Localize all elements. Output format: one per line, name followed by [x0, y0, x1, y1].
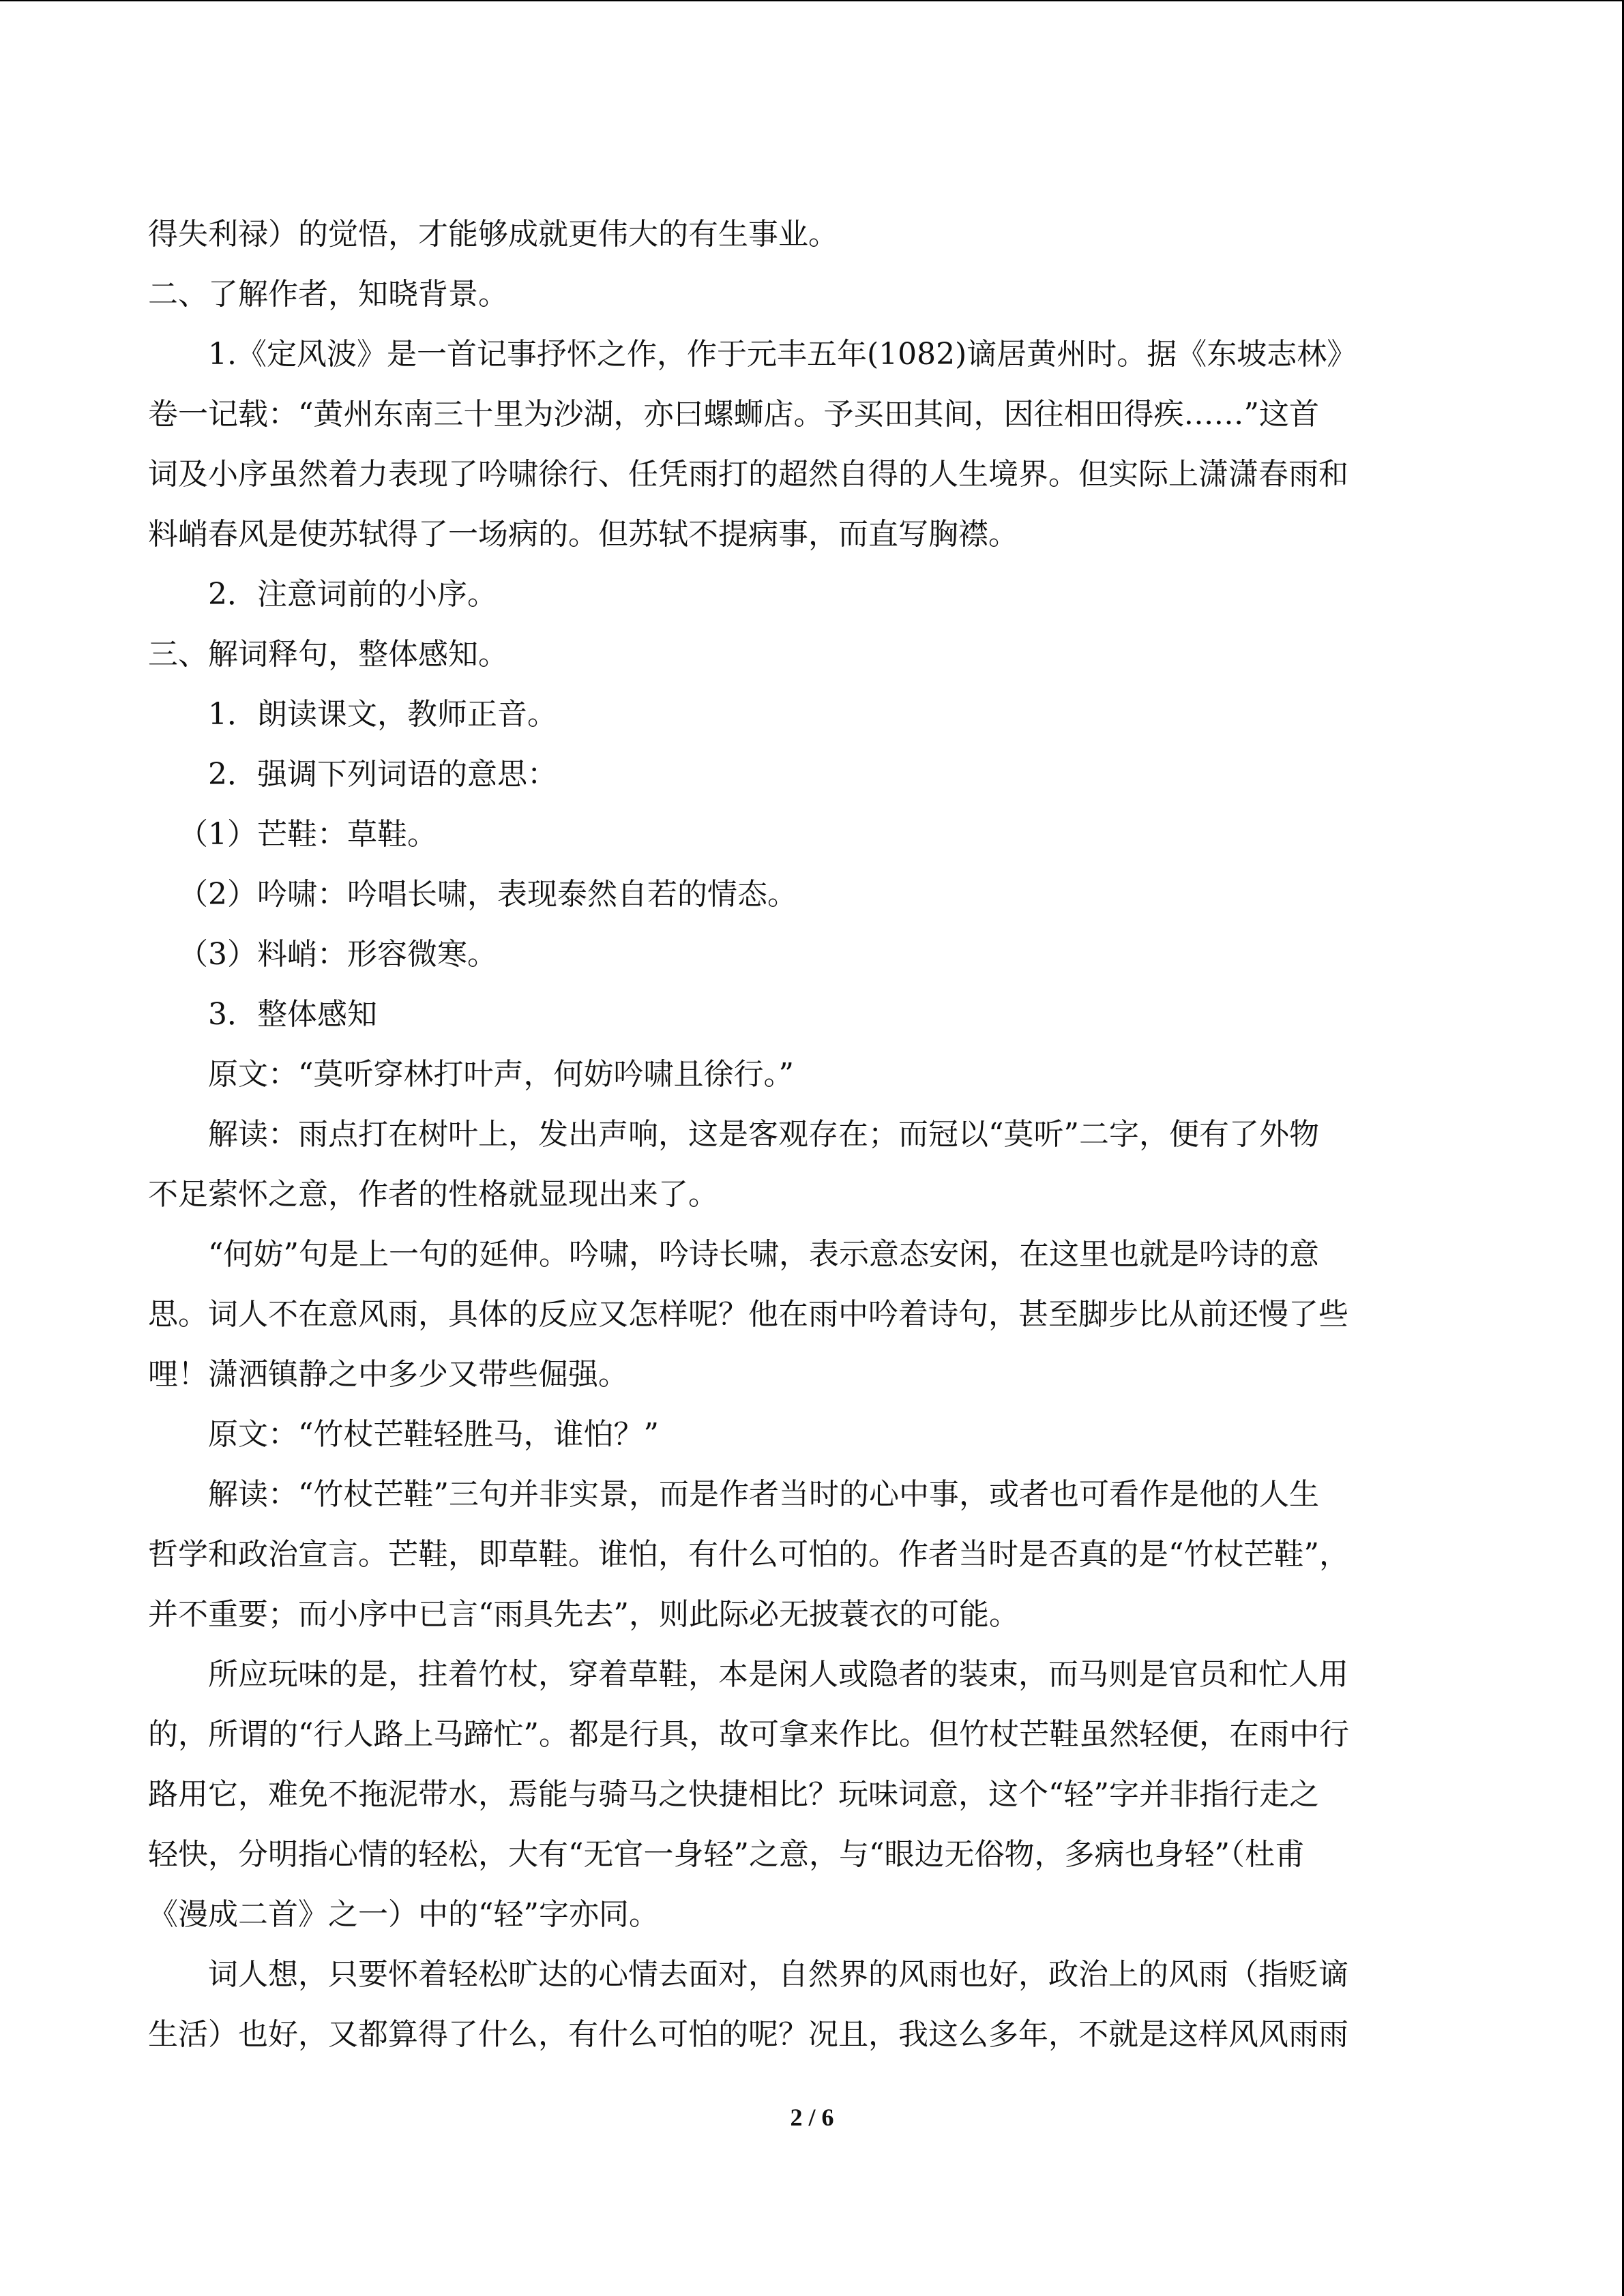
vocab-item: （3）料峭：形容微寒。 — [178, 937, 497, 972]
text-line: 《漫成二首》之一）中的“轻”字亦同。 — [148, 1897, 659, 1932]
text-line: 卷一记载：“黄州东南三十里为沙湖，亦曰螺蛳店。予买田其间，因往相田得疾……”这首 — [148, 397, 1319, 432]
text-line: 词人想，只要怀着轻松旷达的心情去面对，自然界的风雨也好，政治上的风雨（指贬谪 — [208, 1957, 1348, 1992]
top-border-rule — [0, 0, 1624, 1]
document-body — [148, 205, 1475, 2065]
vocab-item: （2）吟啸：吟唱长啸，表现泰然自若的情态。 — [178, 877, 797, 912]
text-line: 1．朗读课文，教师正音。 — [208, 697, 557, 732]
text-line: 思。词人不在意风雨，具体的反应又怎样呢？他在雨中吟着诗句，甚至脚步比从前还慢了些 — [148, 1297, 1348, 1332]
text-line: 原文：“竹杖芒鞋轻胜马，谁怕？” — [208, 1417, 659, 1452]
text-line: 不足萦怀之意，作者的性格就显现出来了。 — [148, 1177, 718, 1212]
vocab-item: （1）芒鞋：草鞋。 — [178, 817, 437, 852]
section-heading: 三、解词释句，整体感知。 — [148, 637, 508, 672]
text-line: 哲学和政治宣言。芒鞋，即草鞋。谁怕，有什么可怕的。作者当时是否真的是“竹杖芒鞋”， — [148, 1537, 1349, 1572]
text-line: 2．注意词前的小序。 — [208, 577, 497, 612]
text-line: 解读：雨点打在树叶上，发出声响，这是客观存在；而冠以“莫听”二字，便有了外物 — [208, 1117, 1319, 1152]
section-heading: 二、了解作者，知晓背景。 — [148, 277, 508, 312]
text-line: 轻快，分明指心情的轻松，大有“无官一身轻”之意，与“眼边无俗物，多病也身轻”（杜甫 — [148, 1837, 1305, 1872]
text-line: 得失利禄）的觉悟，才能够成就更伟大的有生事业。 — [148, 217, 838, 252]
text-line: 3．整体感知 — [208, 997, 377, 1032]
text-line: 1.《定风波》是一首记事抒怀之作，作于元丰五年(1082)谪居黄州时。据《东坡志林》 — [208, 337, 1357, 372]
text-line: 2．强调下列词语的意思： — [208, 757, 557, 792]
text-line: 哩！潇洒镇静之中多少又带些倔强。 — [148, 1357, 628, 1392]
text-line: 的，所谓的“行人路上马蹄忙”。都是行具，故可拿来作比。但竹杖芒鞋虽然轻便，在雨中行 — [148, 1717, 1349, 1752]
text-line: “何妨”句是上一句的延伸。吟啸，吟诗长啸，表示意态安闲，在这里也就是吟诗的意 — [208, 1237, 1319, 1272]
text-line: 解读：“竹杖芒鞋”三句并非实景，而是作者当时的心中事，或者也可看作是他的人生 — [208, 1477, 1319, 1512]
text-line: 生活）也好，又都算得了什么，有什么可怕的呢？况且，我这么多年，不就是这样风风雨雨 — [148, 2017, 1348, 2052]
text-line: 原文：“莫听穿林打叶声，何妨吟啸且徐行。” — [208, 1057, 794, 1092]
page-number: 2 / 6 — [790, 2104, 834, 2131]
text-line: 所应玩味的是，拄着竹杖，穿着草鞋，本是闲人或隐者的装束，而马则是官员和忙人用 — [208, 1657, 1348, 1692]
text-line: 路用它，难免不拖泥带水，焉能与骑马之快捷相比？玩味词意，这个“轻”字并非指行走之 — [148, 1777, 1319, 1812]
text-line: 并不重要；而小序中已言“雨具先去”，则此际必无披蓑衣的可能。 — [148, 1597, 1019, 1632]
text-line: 料峭春风是使苏轼得了一场病的。但苏轼不提病事，而直写胸襟。 — [148, 517, 1018, 552]
text-line: 词及小序虽然着力表现了吟啸徐行、任凭雨打的超然自得的人生境界。但实际上潇潇春雨和 — [148, 457, 1348, 492]
